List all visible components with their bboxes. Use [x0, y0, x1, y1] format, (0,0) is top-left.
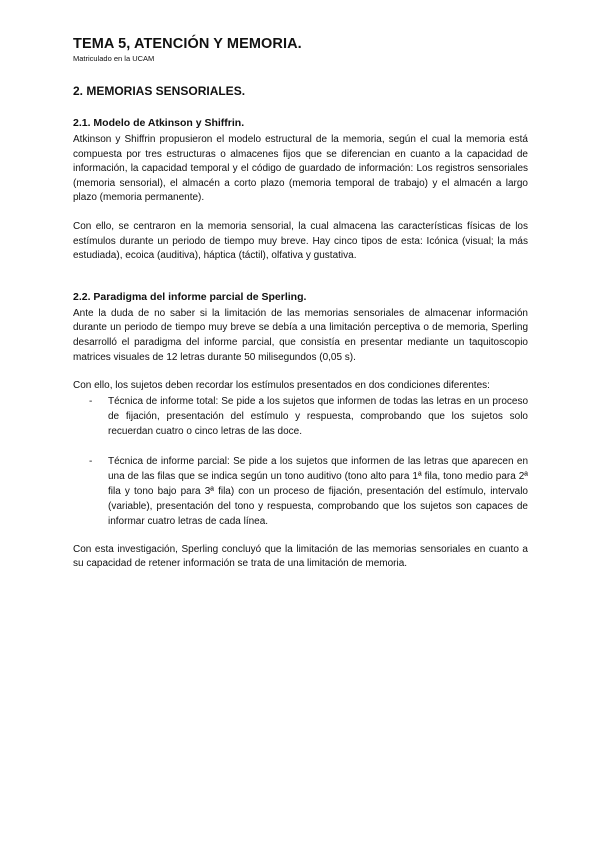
conclusion-paragraph: Con esta investigación, Sperling concluyó que la limitación de las memorias sensoriales en cuanto a su capacidad de retener información se trata de una limitación de memoria. [73, 543, 528, 570]
paragraph: Con ello, los sujetos deben recordar los estímulos presentados en dos condiciones diferentes: [73, 380, 490, 392]
paragraph: Ante la duda de no saber si la limitación de las memorias sensoriales de almacenar información durante un periodo de tiempo muy breve se debía a una limitación perceptiva o de memoria, Sperling desarrolló el paradigma del informe parcial, que consistía en presentar mediante un taquitoscopio matrices visuales de 12 letras durante 50 milisegundos (0,05 s). [73, 307, 528, 363]
list-item-text: Técnica de informe total: Se pide a los sujetos que informen de todas las letras en un proceso de fijación, presentación del estímulo y respuesta, comprobando que los sujetos solo recuerdan cuatro o cinco letras de las doce. [108, 395, 528, 437]
bullet-dash: - [89, 455, 93, 467]
subsection-heading-sperling: 2.2. Paradigma del informe parcial de Sperling. [73, 290, 307, 303]
list-item [73, 394, 528, 439]
bullet-dash: - [89, 395, 93, 407]
subsection-heading-atkinson-shiffrin: 2.1. Modelo de Atkinson y Shiffrin. [73, 117, 245, 129]
paragraph: Atkinson y Shiffrin propusieron el modelo estructural de la memoria, según el cual la memoria está compuesta por tres estructuras o almacenes fijos que se diferencian en cuanto a la capacidad de información, la capacidad temporal y el código de guardado de información: Los registros sensoriales (memoria sensorial), el almacén a corto plazo (memoria temporal de trabajo) y el almacén a largo plazo (memoria permanente). [73, 134, 528, 204]
bullet-list [73, 394, 528, 529]
paragraph: Con ello, se centraron en la memoria sensorial, la cual almacena las características físicas de los estímulos durante un periodo de tiempo muy breve. Hay cinco tipos de esta: Icónica (visual; la más estudiada), ecoica (auditiva), háptica (táctil), olfativa y gustativa. [73, 220, 528, 262]
list-item [73, 454, 528, 529]
document-subtitle: Matriculado en la UCAM [73, 54, 155, 63]
section-heading: 2. MEMORIAS SENSORIALES. [73, 84, 246, 98]
document-page [73, 36, 528, 572]
document-title: TEMA 5, ATENCIÓN Y MEMORIA. [73, 36, 302, 52]
list-item-text: Técnica de informe parcial: Se pide a los sujetos que informen de las letras que aparecen en una de las filas que se indica según un tono auditivo (tono alto para 1ª fila, tono medio para 2ª fila y tono bajo para 3ª fila) con un proceso de fijación, presentación del estímulo, intervalo (variable), presentación del tono y respuesta, comprobando que los sujetos son capaces de informar cuatro letras de cada línea. [108, 455, 528, 527]
